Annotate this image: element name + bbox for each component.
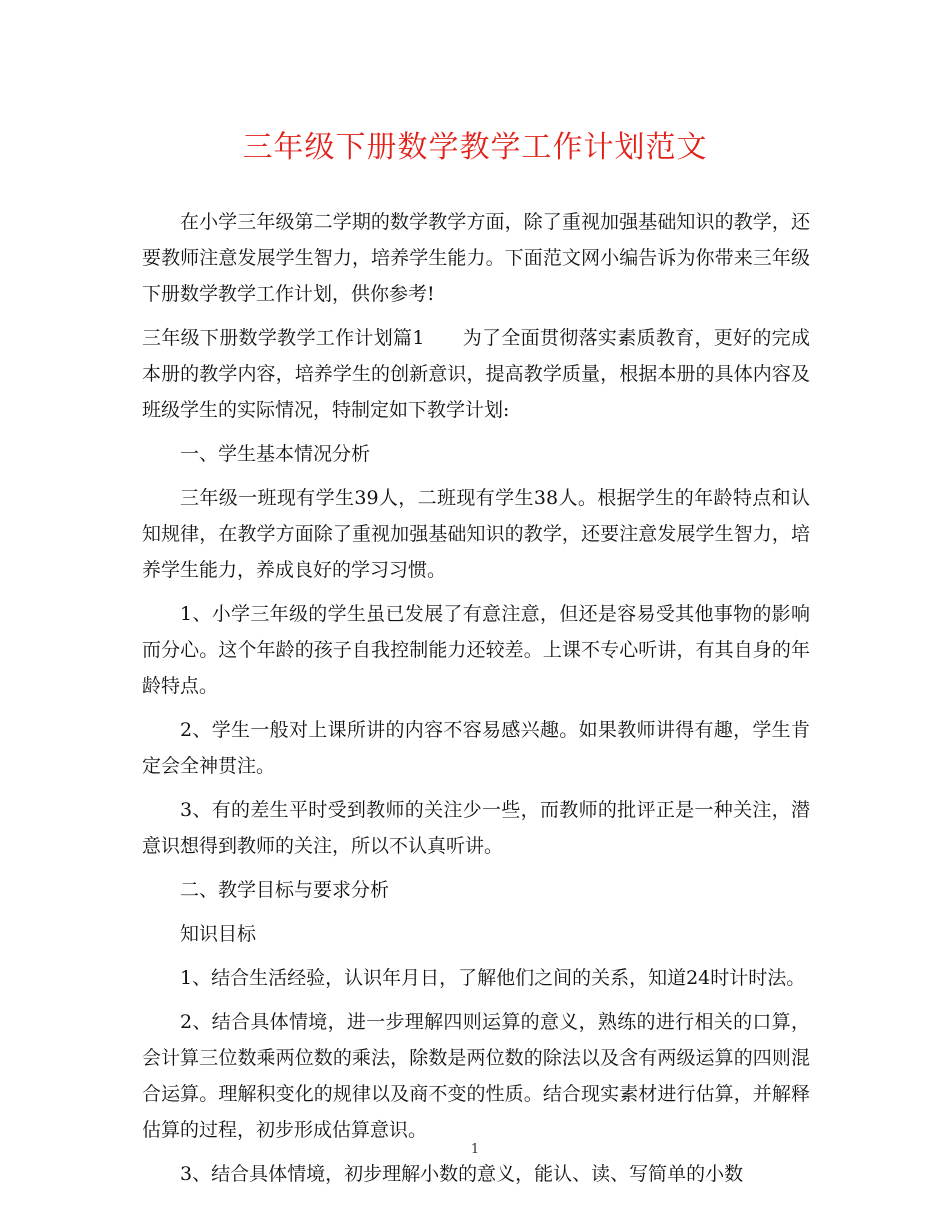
paragraph-point-3: 3、有的差生平时受到教师的关注少一些，而教师的批评正是一种关注，潜意识想得到教师的关注，所以不认真听讲。 [142, 799, 810, 857]
section-text: 为了全面贯彻落实素质教育，更好的完成本册的教学内容，培养学生的创新意识，提高教学质量，根据本册的具体内容及班级学生的实际情况，特制定如下教学计划: [142, 327, 810, 421]
page-number: 1 [470, 1142, 480, 1157]
paragraph-class-info: 三年级一班现有学生39人，二班现有学生38人。根据学生的年龄特点和认知规律，在教学方面除了重视加强基础知识的教学，还要注意发展学生智力，培养学生能力，养成良好的学习习惯。 [142, 487, 810, 581]
heading-teaching-goals: 二、教学目标与要求分析 [180, 879, 390, 901]
paragraph-goal-2: 2、结合具体情境，进一步理解四则运算的意义，熟练的进行相关的口算，会计算三位数乘两位数的乘法，除数是两位数的除法以及含有两级运算的四则混合运算。理解积变化的规律以及商不变的性质。结合现实素材进行估算，并解释估算的过程，初步形成估算意识。 [142, 1011, 810, 1141]
intro-paragraph: 在小学三年级第二学期的数学教学方面，除了重视加强基础知识的教学，还要教师注意发展学生智力，培养学生能力。下面范文网小编告诉为你带来三年级下册数学教学工作计划，供你参考! [142, 211, 810, 305]
document-title: 三年级下册数学教学工作计划范文 [242, 130, 708, 165]
heading-student-analysis: 一、学生基本情况分析 [180, 443, 371, 465]
paragraph-goal-1: 1、结合生活经验，认识年月日，了解他们之间的关系，知道24时计时法。 [180, 967, 806, 989]
paragraph-point-1: 1、小学三年级的学生虽已发展了有意注意，但还是容易受其他事物的影响而分心。这个年龄的孩子自我控制能力还较差。上课不专心听讲，有其自身的年龄特点。 [142, 603, 810, 697]
section-label: 三年级下册数学教学工作计划篇1 [142, 327, 425, 349]
paragraph-point-2: 2、学生一般对上课所讲的内容不容易感兴趣。如果教师讲得有趣，学生肯定会全神贯注。 [142, 719, 810, 777]
heading-knowledge-goals: 知识目标 [180, 923, 257, 945]
document-body [142, 204, 810, 1200]
section-paragraph [142, 320, 810, 428]
paragraph-goal-3: 3、结合具体情境，初步理解小数的意义，能认、读、写简单的小数 [180, 1163, 744, 1185]
